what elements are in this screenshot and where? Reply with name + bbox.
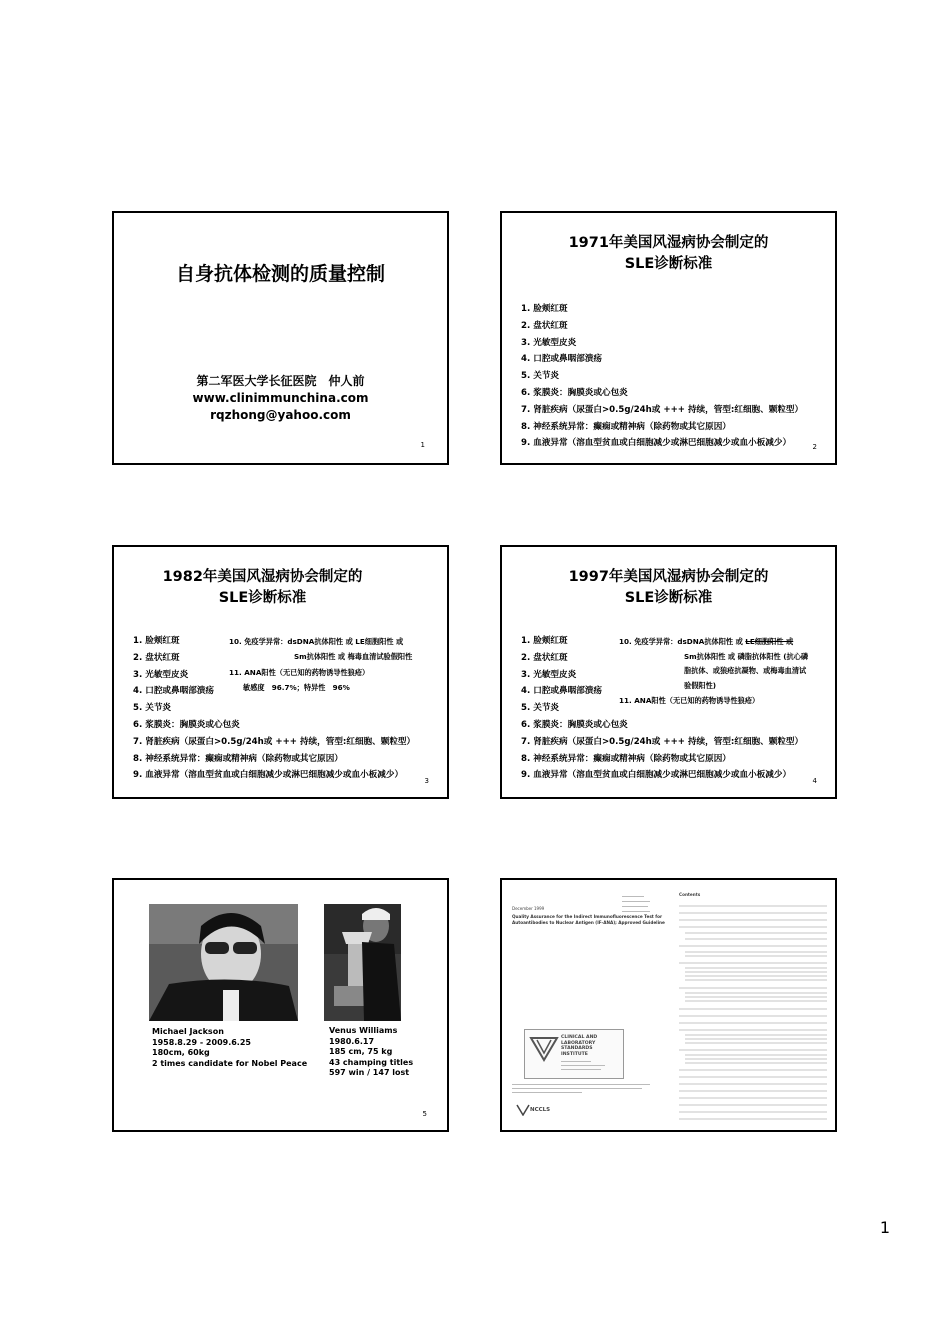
- slide-4: [500, 545, 837, 799]
- photo-michael-jackson: [149, 904, 298, 1021]
- website: www.clinimmunchina.com: [192, 391, 369, 405]
- list-item: 5. 关节炎: [521, 371, 560, 382]
- list-item: 9. 血液异常（溶血型贫血或白细胞减少或淋巴细胞减少或血小板减少）: [133, 770, 404, 781]
- page-number: 1: [879, 1218, 890, 1237]
- list-item: 2. 盘状红斑: [521, 652, 568, 663]
- criterion-10-line-2: Sm抗体阳性 或 磷脂抗体阳性 (抗心磷: [684, 651, 809, 661]
- caption-line: 43 champing titles: [329, 1057, 414, 1067]
- nccls-logo-icon: [516, 1104, 530, 1116]
- text-line: [512, 1088, 642, 1089]
- caption-line: Venus Williams: [329, 1026, 398, 1035]
- title-line-2: SLE诊断标准: [624, 256, 713, 272]
- text-line: [512, 1084, 650, 1085]
- slide-number: 2: [812, 443, 817, 451]
- criterion-10: [619, 635, 808, 693]
- criteria-list: [521, 301, 803, 452]
- list-item: 5. 关节炎: [521, 703, 560, 714]
- title-line-2: SLE诊断标准: [218, 590, 307, 606]
- portrait-image: [324, 904, 401, 1021]
- slide-title: [502, 233, 835, 275]
- caption-line: 2 times candidate for Nobel Peace: [152, 1058, 308, 1068]
- doc-date: December 1999: [512, 906, 545, 911]
- criterion-10-struck: LE细胞阳性 或: [745, 637, 794, 646]
- caption-line: 597 win / 147 lost: [329, 1068, 410, 1078]
- slide-title: [78, 567, 447, 609]
- list-item: 7. 肾脏疾病（尿蛋白>0.5g/24h或 +++ 持续，管型:红细胞、颗粒型）: [521, 404, 804, 415]
- slide-1: [112, 211, 449, 465]
- criterion-10-line-3: 脂抗体、或狼疮抗凝物、或梅毒血清试: [684, 666, 807, 675]
- slide-5: [112, 878, 449, 1132]
- list-item: 8. 神经系统异常：癫痫或精神病（除药物或其它原因）: [133, 753, 343, 764]
- clsi-logo-box: [524, 1029, 624, 1079]
- criterion-10-prefix: 10. 免疫学异常：dsDNA抗体阳性 或: [619, 637, 743, 646]
- criterion-10: [229, 635, 412, 664]
- slide-title: [502, 567, 835, 609]
- caption-michael-jackson: [152, 1027, 307, 1069]
- caption-venus-williams: [329, 1026, 413, 1079]
- logo-line: STANDARDS: [561, 1046, 593, 1052]
- criterion-11-line-1: 11. ANA阳性（无已知的药物诱导性狼疮）: [229, 668, 370, 677]
- author: 第二军医大学长征医院 仲人前: [196, 374, 365, 388]
- email: rqzhong@yahoo.com: [210, 408, 351, 422]
- list-item: 1. 脸颊红斑: [133, 636, 180, 646]
- criterion-11: [229, 666, 369, 695]
- text-line: [622, 906, 648, 907]
- contents-column: [679, 892, 827, 1120]
- logo-line: INSTITUTE: [561, 1051, 588, 1057]
- slide-2: [500, 211, 837, 465]
- logo-line: LABORATORY: [561, 1040, 596, 1046]
- list-item: 4. 口腔或鼻咽部溃疡: [133, 686, 214, 697]
- title-line-1: 1997年美国风湿病协会制定的: [568, 569, 769, 585]
- slide-number: 1: [420, 441, 425, 449]
- logo-line: CLINICAL AND: [561, 1035, 598, 1040]
- slide-6: [500, 878, 837, 1132]
- slide-number: 4: [812, 777, 817, 785]
- text-line: [622, 901, 650, 902]
- list-item: 1. 脸颊红斑: [521, 304, 568, 314]
- photo-venus-williams: [324, 904, 401, 1021]
- caption-line: Michael Jackson: [152, 1027, 224, 1036]
- list-item: 6. 浆膜炎：胸膜炎或心包炎: [521, 387, 628, 398]
- text-line: [622, 911, 650, 912]
- criterion-10-line-1: 10. 免疫学异常：dsDNA抗体阳性 或 LE细胞阳性 或: [229, 637, 404, 646]
- caption-line: 185 cm, 75 kg: [329, 1047, 393, 1057]
- criterion-10-line-1: [619, 635, 808, 650]
- clsi-logo-icon: [529, 1034, 559, 1064]
- portrait-image: [149, 904, 298, 1021]
- criterion-11: 11. ANA阳性（无已知的药物诱导性狼疮）: [619, 696, 760, 705]
- list-item: 8. 神经系统异常：癫痫或精神病（除药物或其它原因）: [521, 421, 731, 432]
- text-line: [622, 896, 644, 897]
- list-item: 2. 盘状红斑: [521, 320, 568, 331]
- criterion-10-line-4: 验假阳性): [684, 680, 717, 690]
- nccls-label: NCCLS: [530, 1107, 551, 1113]
- list-item: 9. 血液异常（溶血型贫血或白细胞减少或淋巴细胞减少或血小板减少）: [521, 770, 792, 781]
- list-item: 1. 脸颊红斑: [521, 636, 568, 646]
- nccls-logo: [516, 1104, 550, 1116]
- text-line: [512, 1092, 582, 1093]
- list-item: 6. 浆膜炎：胸膜炎或心包炎: [133, 719, 240, 730]
- contents-lines: [679, 902, 827, 1122]
- slide-number: 3: [424, 777, 429, 785]
- list-item: 7. 肾脏疾病（尿蛋白>0.5g/24h或 +++ 持续，管型:红细胞、颗粒型）: [521, 736, 804, 747]
- list-item: 4. 口腔或鼻咽部溃疡: [521, 686, 602, 697]
- title-line-1: 1971年美国风湿病协会制定的: [568, 235, 769, 251]
- title-line-2: SLE诊断标准: [624, 590, 713, 606]
- text-line: [561, 1065, 605, 1066]
- list-item: 8. 神经系统异常：癫痫或精神病（除药物或其它原因）: [521, 753, 731, 764]
- caption-line: 1958.8.29 - 2009.6.25: [152, 1037, 251, 1047]
- list-item: 3. 光敏型皮炎: [133, 669, 189, 680]
- criterion-10-line-2: Sm抗体阳性 或 梅毒血清试验假阳性: [294, 651, 413, 661]
- list-item: 6. 浆膜炎：胸膜炎或心包炎: [521, 719, 628, 730]
- list-item: 3. 光敏型皮炎: [521, 669, 577, 680]
- author-info: [114, 373, 447, 424]
- list-item: 4. 口腔或鼻咽部溃疡: [521, 354, 602, 365]
- contents-heading: Contents: [679, 892, 701, 897]
- criterion-11-line-2: 敏感度 96.7%；特异性 96%: [243, 682, 350, 692]
- document-thumbnail: [512, 892, 827, 1122]
- text-line: [561, 1061, 591, 1062]
- caption-line: 1980.6.17: [329, 1036, 375, 1046]
- list-item: 3. 光敏型皮炎: [521, 337, 577, 348]
- clsi-logo-text: [561, 1035, 597, 1057]
- list-item: 7. 肾脏疾病（尿蛋白>0.5g/24h或 +++ 持续，管型:红细胞、颗粒型）: [133, 736, 416, 747]
- title-line-1: 1982年美国风湿病协会制定的: [162, 569, 363, 585]
- doc-title-line: Quality Assurance for the Indirect Immunofluorescence Test for: [512, 914, 663, 919]
- list-item: 9. 血液异常（溶血型贫血或白细胞减少或淋巴细胞减少或血小板减少）: [521, 438, 792, 449]
- caption-line: 180cm, 60kg: [152, 1048, 210, 1058]
- text-line: [561, 1069, 601, 1070]
- list-item: 5. 关节炎: [133, 703, 172, 714]
- doc-title-line: Autoantibodies to Nuclear Antigen (IF-ANA); Approved Guideline: [512, 920, 665, 925]
- slide-3: [112, 545, 449, 799]
- slide-number: 5: [422, 1110, 427, 1118]
- slide-title: 自身抗体检测的质量控制: [175, 263, 385, 285]
- list-item: 2. 盘状红斑: [133, 652, 180, 663]
- doc-title: [512, 914, 665, 926]
